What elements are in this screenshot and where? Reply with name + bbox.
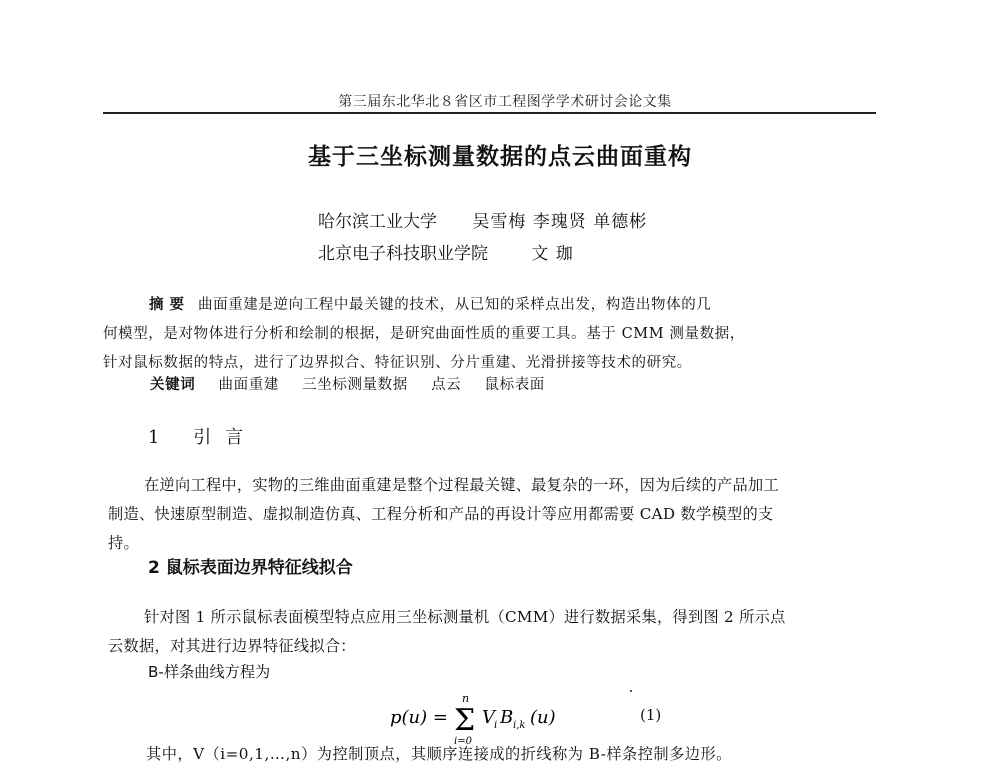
basis-sub: i,k <box>513 720 526 731</box>
keyword: 三坐标测量数据 <box>302 377 408 393</box>
paragraph-line: 制造、快速原型制造、虚拟制造仿真、工程分析和产品的再设计等应用都需要 CAD 数学模型的支 <box>108 505 774 523</box>
abstract-line <box>103 290 883 320</box>
abstract-line: 何模型，是对物体进行分析和绘制的根据，是研究曲面性质的重要工具。基于 CMM 测量数据， <box>103 326 745 342</box>
equation-lhs: p(u) = <box>390 707 448 728</box>
section-heading-2: 2 鼠标表面边界特征线拟合 <box>148 558 353 578</box>
scan-speck <box>630 690 632 692</box>
term-v-sub: i <box>494 720 498 731</box>
section2-paragraph <box>108 603 878 661</box>
affiliation-2 <box>318 239 574 264</box>
paragraph-line: 在逆向工程中，实物的三维曲面重建是整个过程最关键、最复杂的一环，因为后续的产品加工 <box>144 476 779 494</box>
author-names: 文 珈 <box>531 244 574 264</box>
paragraph-line: 云数据，对其进行边界特征线拟合： <box>108 637 356 655</box>
intro-paragraph <box>108 471 878 558</box>
paper-title: 基于三坐标测量数据的点云曲面重构 <box>308 144 692 170</box>
equation-number: (1) <box>640 706 662 724</box>
basis-b: B <box>500 707 514 728</box>
keywords-label: 关键词 <box>150 376 196 393</box>
bspline-label: B-样条曲线方程为 <box>148 663 271 681</box>
term-v: V <box>482 707 495 728</box>
abstract-line: 针对鼠标数据的特点，进行了边界拟合、特征识别、分片重建、光滑拼接等技术的研究。 <box>103 355 692 371</box>
sum-upper: n <box>462 692 470 705</box>
paragraph-line: 持。 <box>108 534 139 552</box>
sigma-icon: Σ <box>454 703 476 738</box>
section-heading-1 <box>148 423 257 449</box>
abstract <box>103 290 883 378</box>
keywords <box>150 373 563 394</box>
sum-lower: i=0 <box>454 736 472 747</box>
affiliation-org: 哈尔滨工业大学 <box>318 212 437 232</box>
header-rule <box>103 112 876 114</box>
cut-off-line: 其中，V（i=0,1,…,n）为控制顶点，其顺序连接成的折线称为 B-样条控制多边形。 <box>146 745 732 763</box>
keyword: 点云 <box>431 377 462 393</box>
affiliation-1 <box>318 207 647 232</box>
section-title: 引言 <box>193 427 258 448</box>
author-names: 吴雪梅 李瑰贤 单德彬 <box>472 212 648 232</box>
abstract-text: 曲面重建是逆向工程中最关键的技术，从已知的采样点出发，构造出物体的几 <box>198 297 712 313</box>
keyword: 鼠标表面 <box>484 377 545 393</box>
abstract-label: 摘要 <box>149 296 190 313</box>
basis-arg: (u) <box>530 707 556 728</box>
section-number: 1 <box>148 427 174 448</box>
keyword: 曲面重建 <box>218 377 279 393</box>
paragraph-line: 针对图 1 所示鼠标表面模型特点应用三坐标测量机（CMM）进行数据采集，得到图 2 所示点 <box>144 608 786 626</box>
affiliation-org: 北京电子科技职业学院 <box>318 244 488 264</box>
running-header: 第三届东北华北８省区市工程图学学术研讨会论文集 <box>338 94 672 110</box>
